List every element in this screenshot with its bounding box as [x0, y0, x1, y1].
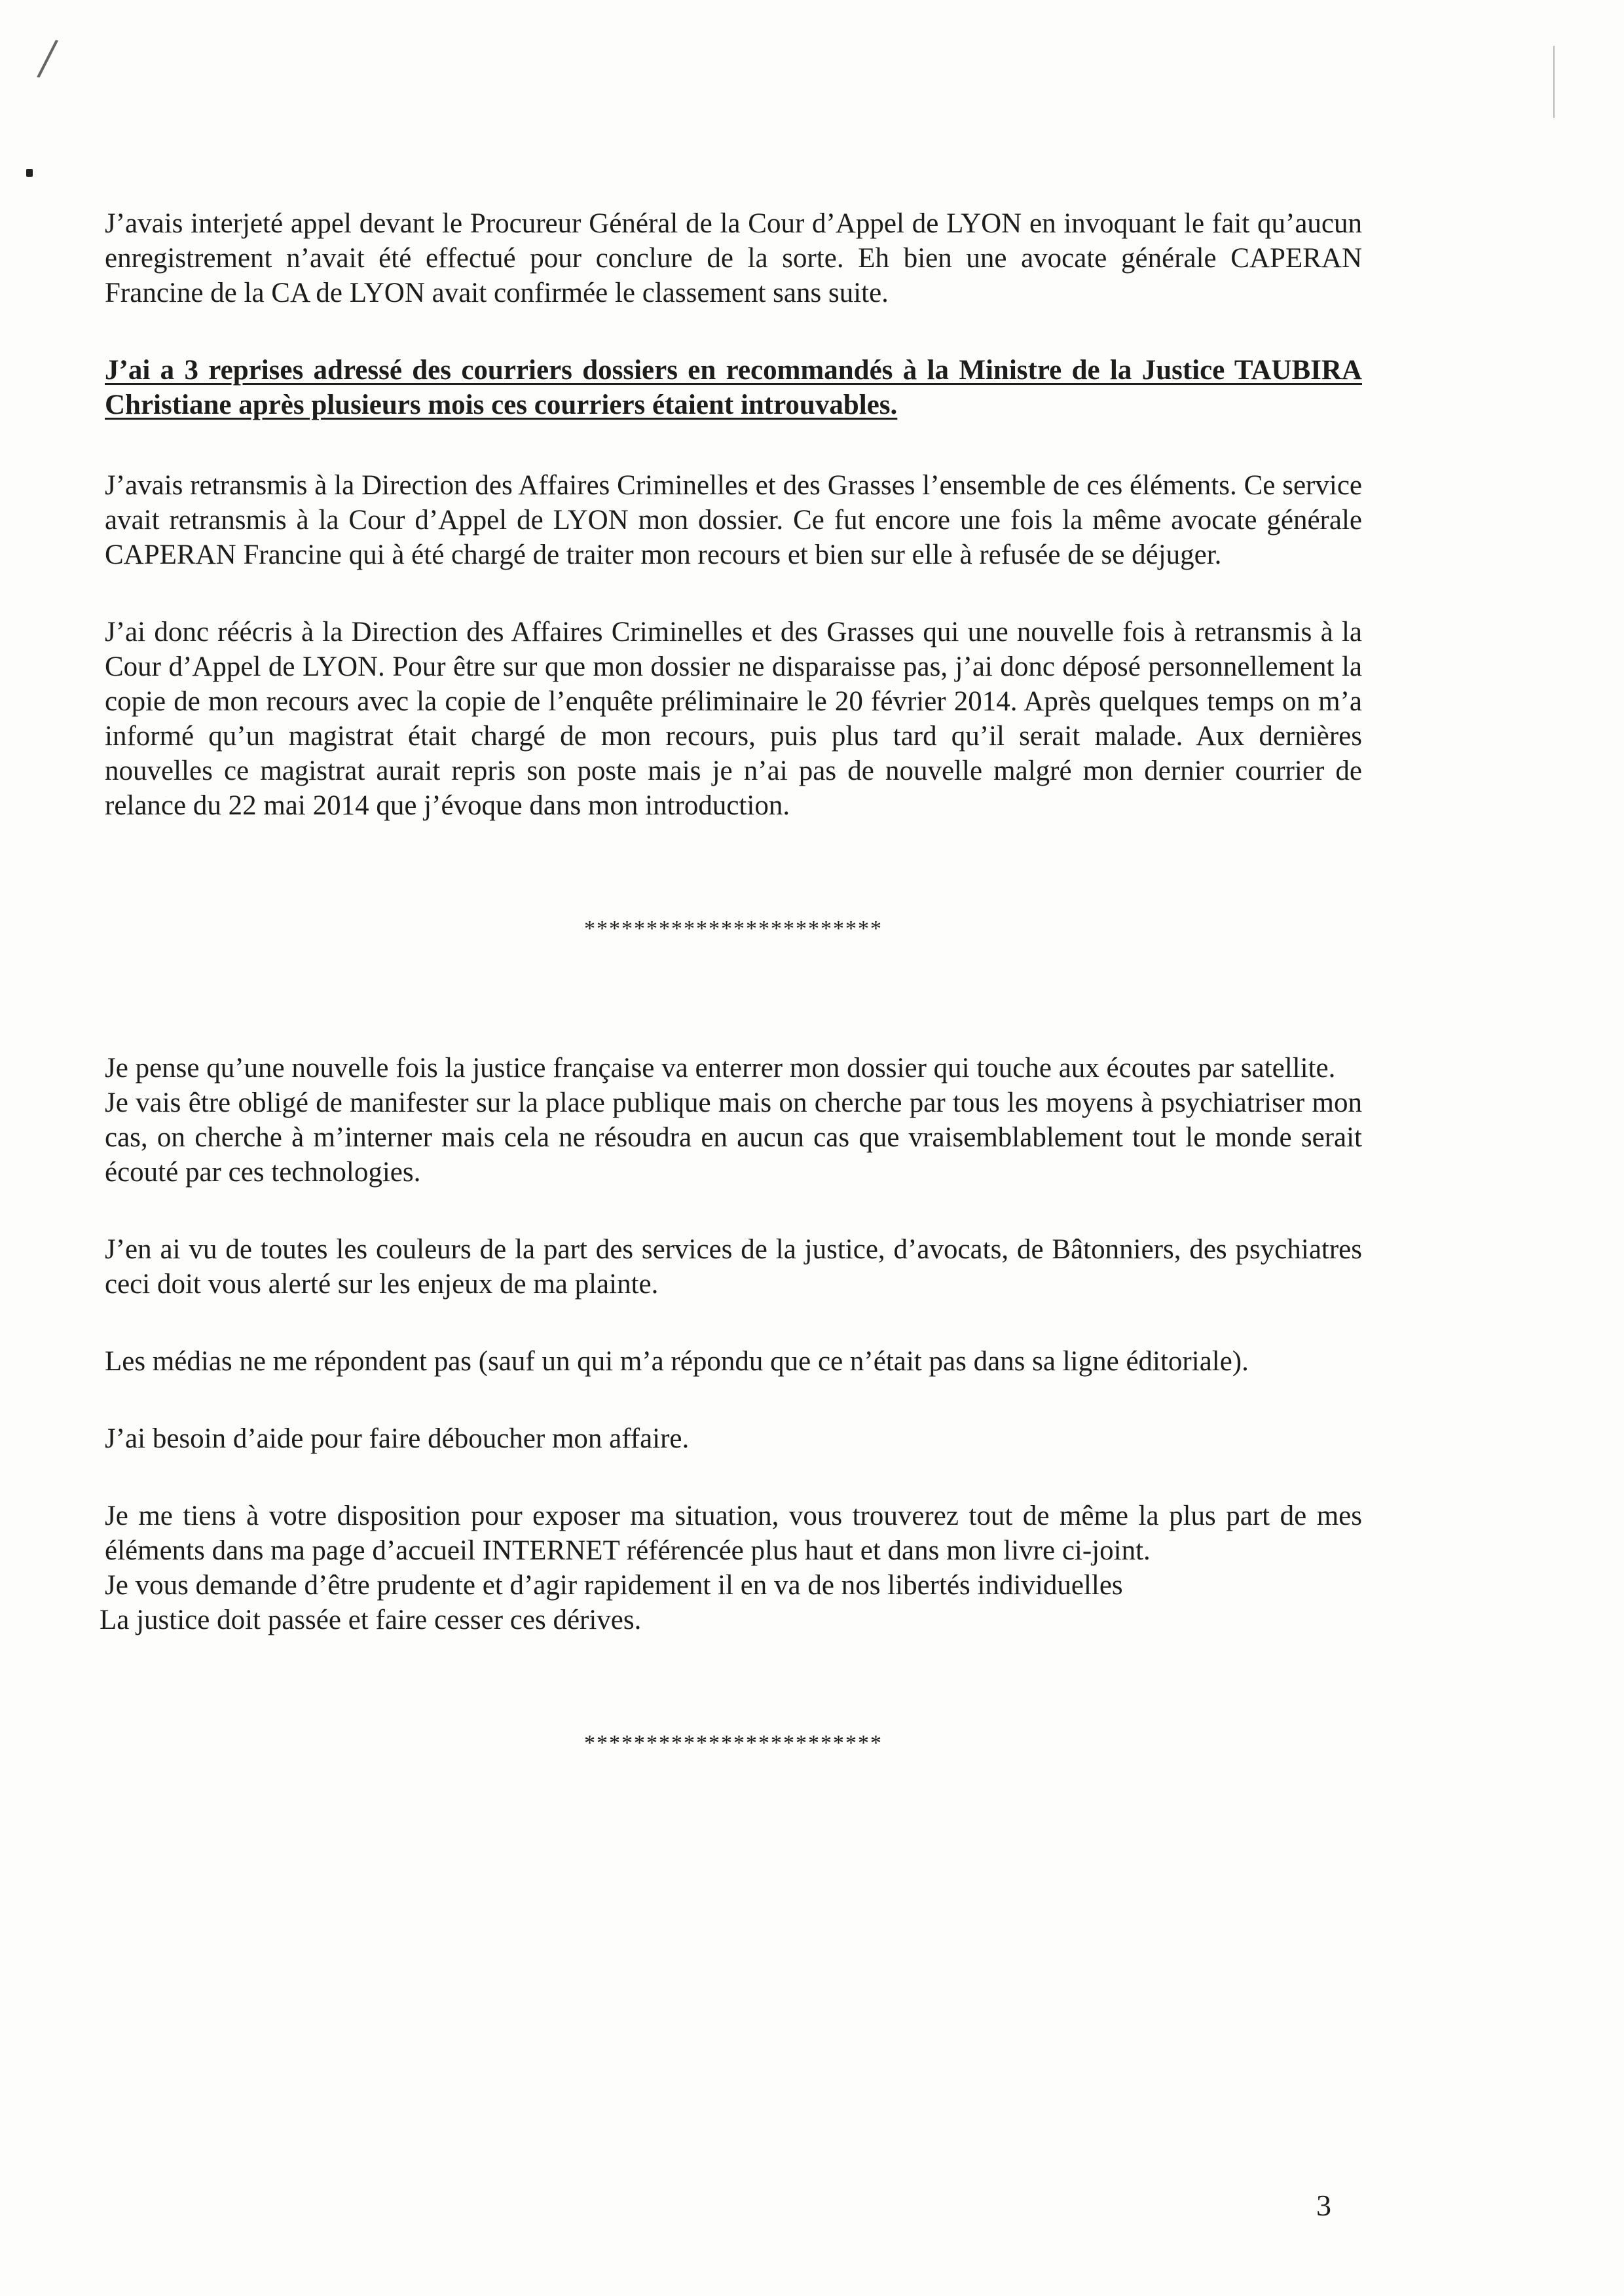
section-separator: ************************ [584, 917, 883, 941]
margin-dot-mark [26, 169, 33, 177]
page-number: 3 [1316, 2189, 1331, 2222]
scan-edge-line [1553, 46, 1555, 118]
paragraph-personal-deposit: J’ai donc réécris à la Direction des Affaires Criminelles et des Grasses qui une nouvelle fois à retransmis à la Cour d’Appel de LYON. Pour être sur que mon dossier ne disparaisse pas, j’ai donc déposé personnellement la copie de mon recours avec la copie de l’enquête préliminaire le 20 février 2014. Après quelques temps on m’a informé qu’un magistrat était chargé de mon recours, puis plus tard qu’il serait malade. Aux dernières nouvelles ce magistrat aurait repris son poste mais je n’ai pas de nouvelle malgré mon dernier courrier de relance du 22 mai 2014 que j’évoque dans mon introduction. [105, 617, 1362, 821]
paragraph-ministry-letters: J’ai a 3 reprises adressé des courriers dossiers en recommandés à la Ministre de la Justice TAUBIRA Christiane après plusieurs mois ces courriers étaient introuvables. [105, 355, 1362, 420]
paragraph-direction-criminal-affairs: J’avais retransmis à la Direction des Affaires Criminelles et des Grasses l’ensemble de ces éléments. Ce service avait retransmis à la Cour d’Appel de LYON mon dossier. Ce fut encore une fois la même avocate générale CAPERAN Francine qui à été chargé de traiter mon recours et bien sur elle à refusée de se déjuger. [105, 470, 1362, 570]
paragraph-media: Les médias ne me répondent pas (sauf un qui m’a répondu que ce n’était pas dans sa ligne éditoriale). [105, 1346, 1249, 1377]
section-separator: ************************ [584, 1731, 883, 1755]
paragraph-appeal: J’avais interjeté appel devant le Procureur Général de la Cour d’Appel de LYON en invoquant le fait qu’aucun enregistrement n’avait été effectué pour conclure de la sorte. Eh bien une avocate générale CAPERAN Francine de la CA de LYON avait confirmée le classement sans suite. [105, 208, 1362, 308]
paragraph-satellite: Je pense qu’une nouvelle fois la justice française va enterrer mon dossier qui touche aux écoutes par satellite. [105, 1053, 1336, 1084]
paragraph-justice: La justice doit passée et faire cesser ces dérives. [100, 1605, 642, 1635]
paragraph-public-protest: Je vais être obligé de manifester sur la place publique mais on cherche par tous les moyens à psychiatriser mon cas, on cherche à m’interner mais cela ne résoudra en aucun cas que vraisemblablement tout le monde serait écouté par ces technologies. [105, 1087, 1362, 1188]
letter-body [100, 206, 1362, 1760]
paragraph-alert: J’en ai vu de toutes les couleurs de la part des services de la justice, d’avocats, de Bâtonniers, des psychiatres ceci doit vous alerté sur les enjeux de ma plainte. [105, 1234, 1362, 1300]
paragraph-help: J’ai besoin d’aide pour faire déboucher mon affaire. [105, 1423, 690, 1454]
margin-slash-mark: / [35, 25, 60, 92]
paragraph-disposition: Je me tiens à votre disposition pour exposer ma situation, vous trouverez tout de même la plus part de mes éléments dans ma page d’accueil INTERNET référencée plus haut et dans mon livre ci-joint. [105, 1501, 1362, 1566]
paragraph-prudence: Je vous demande d’être prudente et d’agir rapidement il en va de nos libertés individuelles [105, 1570, 1123, 1601]
